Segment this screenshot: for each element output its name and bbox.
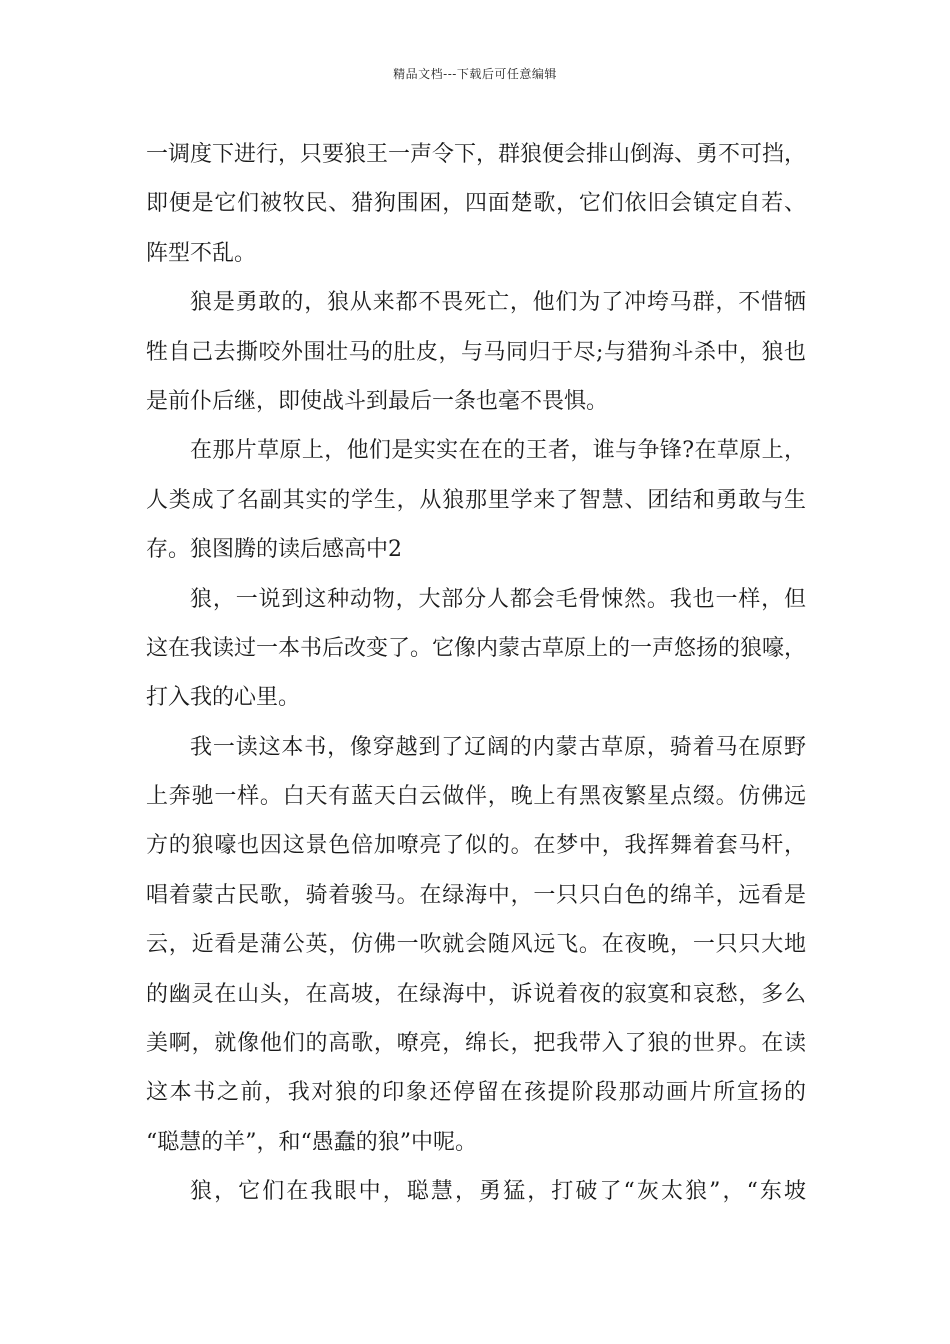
text-line: 云，近看是蒲公英，仿佛一吹就会随风远飞。在夜晚，一只只大地 [146, 932, 806, 958]
text-line: 牲自己去撕咬外围壮马的肚皮，与马同归于尽;与猎狗斗杀中，狼也 [146, 339, 806, 365]
text-line: 一调度下进行，只要狼王一声令下，群狼便会排山倒海、勇不可挡， [146, 142, 807, 167]
text-line: 的幽灵在山头，在高坡，在绿海中，诉说着夜的寂寞和哀愁，多么 [146, 981, 806, 1007]
text-line: 存。狼图腾的读后感高中2 [146, 537, 402, 563]
text-line: 狼，一说到这种动物，大部分人都会毛骨悚然。我也一样，但 [190, 586, 806, 612]
text-line: 方的狼嚎也因这景色倍加嘹亮了似的。在梦中，我挥舞着套马杆， [146, 833, 806, 859]
text-line: 人类成了名副其实的学生，从狼那里学来了智慧、团结和勇敢与生 [146, 487, 806, 513]
text-line: 上奔驰一样。白天有蓝天白云做伴，晚上有黑夜繁星点缀。仿佛远 [146, 784, 806, 810]
text-line: 阵型不乱。 [146, 240, 257, 266]
body-text [146, 130, 806, 1217]
text-line: 在那片草原上，他们是实实在在的王者，谁与争锋?在草原上， [190, 438, 806, 464]
text-line: 是前仆后继，即使战斗到最后一条也毫不畏惧。 [146, 388, 609, 414]
text-line: 打入我的心里。 [146, 685, 301, 711]
text-line: 唱着蒙古民歌，骑着骏马。在绿海中，一只只白色的绵羊，远看是 [146, 882, 806, 908]
page-header: 精品文档---下载后可任意编辑 [393, 67, 557, 81]
text-line: 狼是勇敢的，狼从来都不畏死亡，他们为了冲垮马群，不惜牺 [190, 290, 806, 316]
text-line: 这本书之前，我对狼的印象还停留在孩提阶段那动画片所宣扬的 [146, 1080, 806, 1106]
text-line: 美啊，就像他们的高歌，嘹亮，绵长，把我带入了狼的世界。在读 [146, 1031, 806, 1057]
text-line: 即便是它们被牧民、猎狗围困，四面楚歌，它们依旧会镇定自若、 [146, 191, 806, 217]
text-line: 狼，它们在我眼中，聪慧，勇猛，打破了“灰太狼”，“东坡 [190, 1179, 806, 1205]
text-line: 我一读这本书，像穿越到了辽阔的内蒙古草原，骑着马在原野 [190, 734, 806, 760]
text-line: 这在我读过一本书后改变了。它像内蒙古草原上的一声悠扬的狼嚎， [146, 635, 807, 661]
text-line: “聪慧的羊”，和“愚蠢的狼”中呢。 [146, 1129, 477, 1155]
